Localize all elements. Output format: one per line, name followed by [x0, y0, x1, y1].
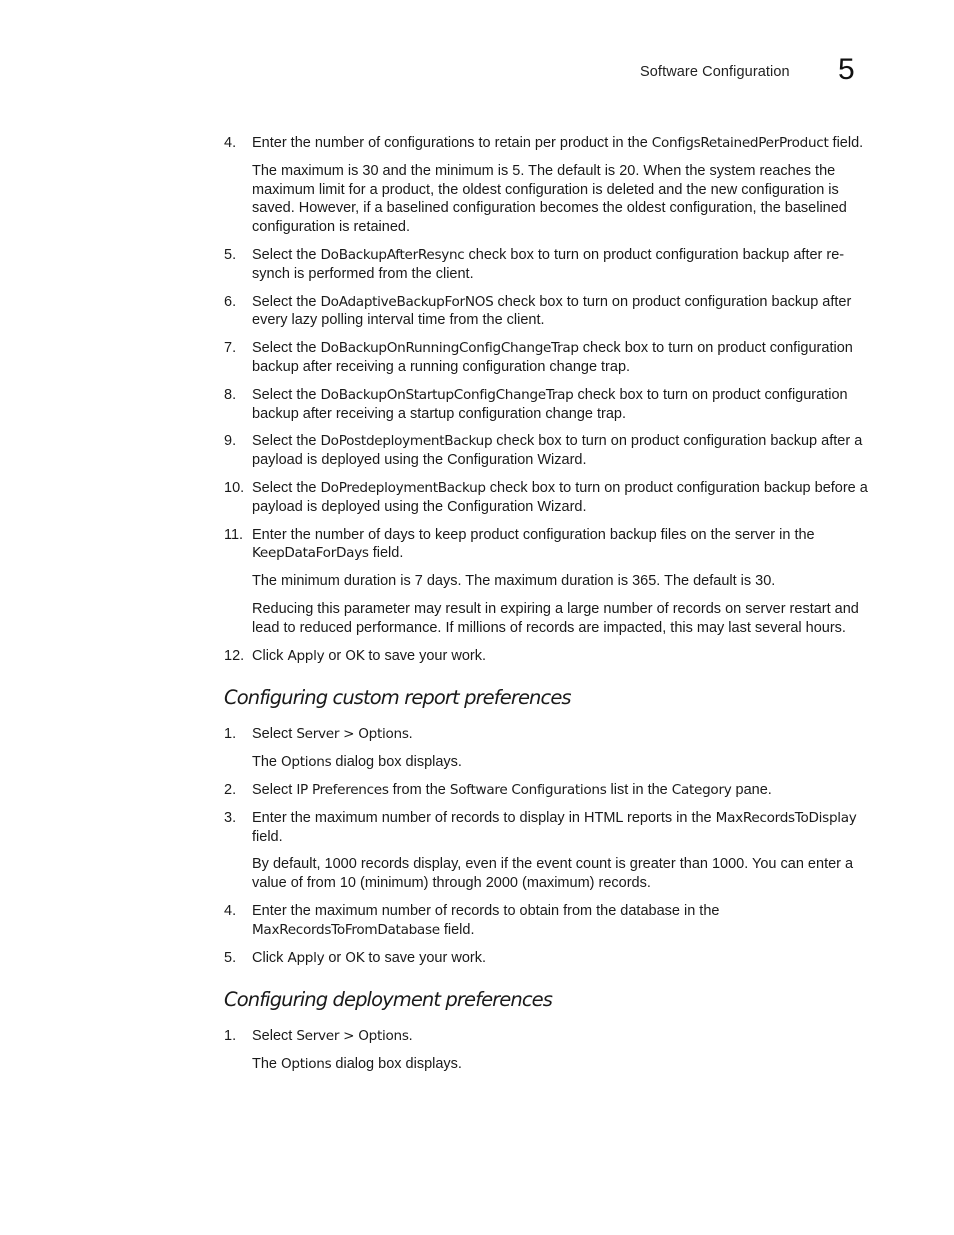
step-text: . [408, 726, 413, 743]
step-number: 5. [224, 246, 237, 263]
step-text: Enter the number of days to keep product configuration backup files on the server in the [252, 526, 815, 543]
list-item [224, 134, 870, 153]
step-text: check box to turn on product configuration backup before a payload is deployed using the Configuration Wizard. [252, 479, 868, 515]
field-name: DoBackupAfterResync [320, 246, 465, 263]
step-text: Select [252, 781, 297, 798]
step-text: Enter the maximum number of records to display in HTML reports in the [252, 809, 716, 826]
step-text: Select the [252, 340, 321, 357]
step-number: 3. [224, 809, 237, 826]
button-name-ok: OK [345, 949, 365, 966]
field-name: KeepDataForDays [252, 545, 369, 562]
button-name-ok: OK [345, 647, 365, 664]
list-item [224, 647, 870, 666]
step-text: to save your work. [364, 949, 486, 966]
step-text: Enter the number of configurations to retain per product in the [252, 135, 652, 151]
dialog-name: Options [281, 1056, 332, 1073]
step-text: field. [368, 545, 404, 562]
step-note: The minimum duration is 7 days. The maximum duration is 365. The default is 30. [252, 573, 776, 590]
step-number: 11. [224, 526, 244, 543]
field-name: MaxRecordsToFromDatabase [252, 921, 440, 938]
list-item [224, 246, 870, 284]
list-item [224, 725, 870, 744]
step-text: Select [252, 1028, 297, 1045]
field-name: DoBackupOnStartupConfigChangeTrap [320, 386, 574, 403]
step-number: 2. [224, 781, 237, 798]
step-text: check box to turn on product configuration backup after every lazy polling interval time from the client. [252, 293, 852, 329]
list-item [224, 293, 870, 331]
dialog-name: Options [281, 754, 332, 771]
step-number: 8. [224, 386, 237, 403]
step-text: or [324, 647, 346, 664]
step-number: 7. [224, 340, 237, 357]
step-number: 6. [224, 293, 237, 310]
step-text: to save your work. [364, 647, 486, 664]
step-number: 5. [224, 949, 237, 966]
step-text: pane. [731, 781, 772, 798]
menu-path: Server > Options [296, 726, 409, 743]
list-item [224, 479, 870, 517]
menu-path: Server > Options [296, 1028, 409, 1045]
button-name-apply: Apply [287, 647, 325, 664]
field-name: DoPostdeploymentBackup [320, 433, 493, 450]
step-number: 4. [224, 135, 237, 151]
step-text: Click [252, 949, 288, 966]
list-item [224, 1027, 870, 1046]
step-text: Select [252, 726, 297, 743]
list-item [224, 386, 870, 424]
step-text: check box to turn on product configuration backup after a payload is deployed using the Configuration Wizard. [252, 433, 863, 469]
step-note: By default, 1000 records display, even if the event count is greater than 1000. You can enter a value of from 10 (minimum) through 2000 (maximum) records. [252, 856, 854, 892]
field-name: DoAdaptiveBackupForNOS [320, 293, 494, 310]
step-text: Select the [252, 433, 321, 450]
step-text: from the [388, 781, 450, 798]
step-text: Select the [252, 479, 321, 496]
step-text: Select the [252, 246, 321, 263]
step-text: Select the [252, 293, 321, 310]
step-number: 9. [224, 433, 237, 450]
step-text: . [408, 1028, 413, 1045]
field-name: MaxRecordsToDisplay [715, 809, 857, 826]
running-header-title: Software Configuration [640, 64, 790, 80]
section-heading: Configuring custom report preferences [224, 686, 571, 710]
step-text: Select the [252, 386, 321, 403]
field-name: ConfigsRetainedPerProduct [651, 135, 829, 151]
step-text: field. [828, 135, 864, 151]
list-item [224, 526, 870, 564]
step-note: The maximum is 30 and the minimum is 5. The default is 20. When the system reaches the maximum limit for a product, the oldest configuration is deleted and the new configuration is saved. However, if a baselined configuration becomes the oldest configuration, the baselined configuration is retained. [252, 162, 847, 236]
step-text: Enter the maximum number of records to obtain from the database in the [252, 902, 720, 919]
list-name: Software Configurations [449, 781, 607, 798]
list-item [224, 781, 870, 800]
step-text: field. [439, 921, 475, 938]
section-heading: Configuring deployment preferences [224, 988, 553, 1012]
step-text: field. [252, 828, 283, 845]
field-name: DoBackupOnRunningConfigChangeTrap [320, 340, 579, 357]
step-text: check box to turn on product configuration backup after re-synch is performed from the client. [252, 246, 845, 282]
note-text: dialog box displays. [331, 1056, 462, 1073]
step-number: 1. [224, 1028, 237, 1045]
button-name-apply: Apply [287, 949, 325, 966]
pane-name: Category [671, 781, 732, 798]
step-text: check box to turn on product configuration backup after receiving a running configuration change trap. [252, 340, 853, 375]
note-text: dialog box displays. [331, 754, 462, 771]
list-item [224, 902, 870, 940]
option-name: IP Preferences [296, 781, 389, 798]
list-item [224, 949, 870, 968]
list-item [224, 339, 870, 377]
chapter-number: 5 [838, 53, 855, 86]
step-number: 10. [224, 479, 245, 496]
step-text: Click [252, 647, 288, 664]
step-text: check box to turn on product configuration backup after receiving a startup configuration change trap. [252, 386, 848, 422]
step-text: or [324, 949, 346, 966]
note-text: The [252, 1056, 282, 1073]
list-item [224, 432, 870, 470]
step-number: 4. [224, 902, 237, 919]
list-item [224, 809, 870, 847]
step-text: list in the [606, 781, 672, 798]
step-note [224, 753, 870, 772]
step-number: 1. [224, 726, 237, 743]
page-body [224, 134, 870, 1083]
step-note [224, 1055, 870, 1074]
step-note: Reducing this parameter may result in expiring a large number of records on server restart and lead to reduced performance. If millions of records are impacted, this may last several hours. [252, 600, 859, 636]
field-name: DoPredeploymentBackup [320, 479, 486, 496]
note-text: The [252, 754, 282, 771]
step-number: 12. [224, 647, 245, 664]
